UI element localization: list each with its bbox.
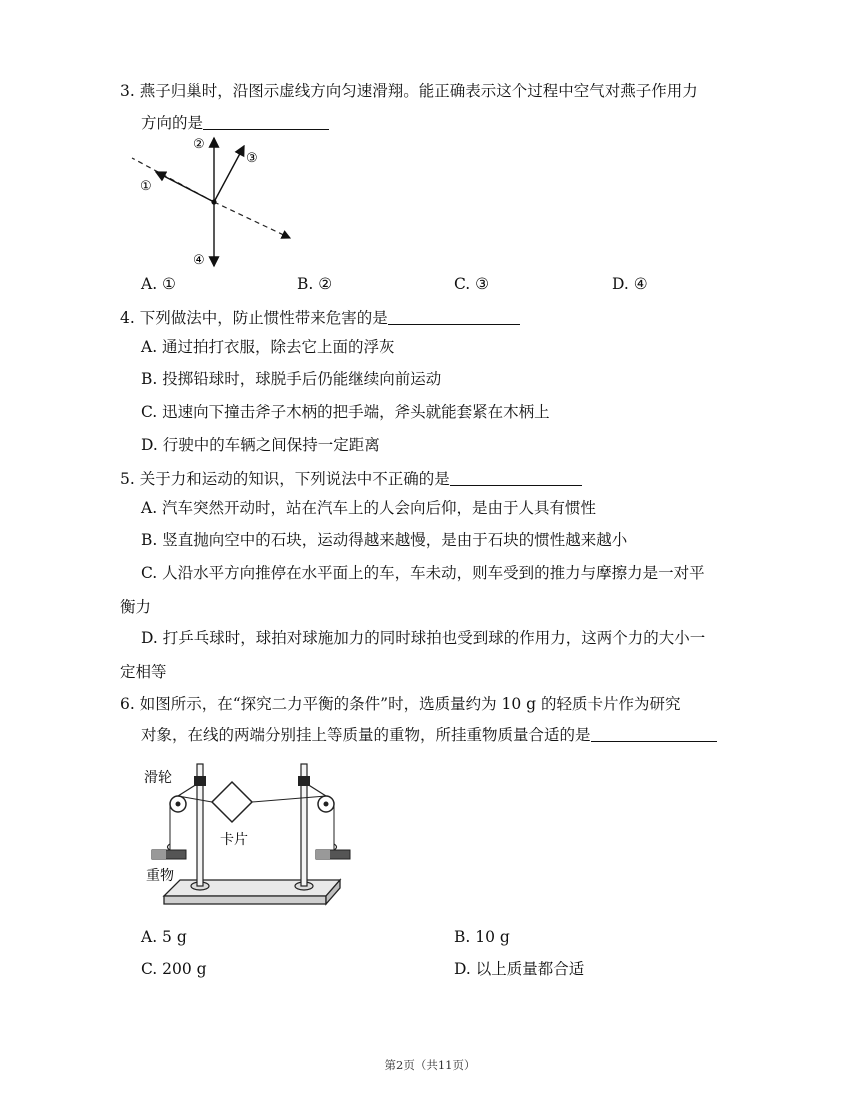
q6-label-weight: 重物 — [146, 868, 174, 884]
q3-option-b[interactable]: B. ② — [297, 275, 333, 293]
q4-option-d[interactable]: D. 行驶中的车辆之间保持一定距离 — [141, 436, 380, 454]
q6-label-pulley: 滑轮 — [144, 770, 172, 786]
q6-string-right — [252, 796, 326, 802]
q4-option-b[interactable]: B. 投掷铅球时，球脱手后仍能继续向前运动 — [141, 370, 442, 388]
q3-arrow-1 — [156, 172, 214, 202]
q3-option-a[interactable]: A. ① — [141, 275, 176, 293]
q6-stem-line1: 6. 如图所示，在“探究二力平衡的条件”时，选质量约为 10 g 的轻质卡片作为研究 — [120, 695, 681, 713]
q6-option-a[interactable]: A. 5 g — [141, 928, 187, 946]
q5-option-d-line2: 定相等 — [120, 663, 167, 681]
q4-answer-blank — [388, 308, 520, 325]
q6-stem-line2 — [141, 724, 717, 746]
q6-option-d[interactable]: D. 以上质量都合适 — [454, 960, 585, 978]
q5-option-c-line1[interactable]: C. 人沿水平方向推停在水平面上的车，车未动，则车受到的推力与摩擦力是一对平 — [141, 564, 705, 582]
q3-option-d[interactable]: D. ④ — [612, 275, 648, 293]
q5-option-a[interactable]: A. 汽车突然开动时，站在汽车上的人会向后仰，是由于人具有惯性 — [141, 499, 597, 517]
q5-answer-blank — [450, 469, 582, 486]
q5-option-c-line2: 衡力 — [120, 598, 152, 616]
q4-option-c[interactable]: C. 迅速向下撞击斧子木柄的把手端，斧头就能套紧在木柄上 — [141, 403, 550, 421]
q3-force-diagram — [120, 128, 310, 273]
page-footer: 第2页（共11页） — [384, 1058, 476, 1072]
q6-option-b[interactable]: B. 10 g — [454, 928, 510, 946]
q3-label-3: ③ — [246, 151, 258, 166]
q5-option-b[interactable]: B. 竖直抛向空中的石块，运动得越来越慢，是由于石块的惯性越来越小 — [141, 531, 628, 549]
q3-dashed-path-right — [214, 202, 290, 238]
q6-card — [212, 782, 252, 822]
q3-origin-dot — [211, 199, 216, 204]
q3-label-2: ② — [193, 137, 205, 152]
q6-base-board — [164, 880, 340, 896]
q3-label-1: ① — [140, 179, 152, 194]
q3-option-c[interactable]: C. ③ — [454, 275, 490, 293]
q3-arrow-3 — [214, 146, 244, 202]
q6-apparatus-figure — [140, 758, 360, 913]
q4-stem: 4. 下列做法中，防止惯性带来危害的是 — [120, 309, 388, 327]
q4-option-a[interactable]: A. 通过拍打衣服，除去它上面的浮灰 — [141, 338, 395, 356]
q4-stem-line — [120, 307, 520, 329]
q3-label-4: ④ — [193, 253, 205, 268]
q6-base-board-edge — [164, 896, 326, 904]
q5-stem: 5. 关于力和运动的知识，下列说法中不正确的是 — [120, 470, 450, 488]
q5-stem-line — [120, 468, 582, 490]
q6-option-c[interactable]: C. 200 g — [141, 960, 207, 978]
q6-stem-text: 对象，在线的两端分别挂上等质量的重物，所挂重物质量合适的是 — [141, 726, 591, 744]
q6-label-card: 卡片 — [220, 832, 248, 848]
q5-option-d-line1[interactable]: D. 打乒乓球时，球拍对球施加力的同时球拍也受到球的作用力，这两个力的大小一 — [141, 629, 706, 647]
q3-stem-text: 方向的是 — [141, 114, 204, 132]
q6-answer-blank — [591, 725, 717, 742]
q3-stem-line1: 3. 燕子归巢时，沿图示虚线方向匀速滑翔。能正确表示这个过程中空气对燕子作用力 — [120, 82, 698, 100]
